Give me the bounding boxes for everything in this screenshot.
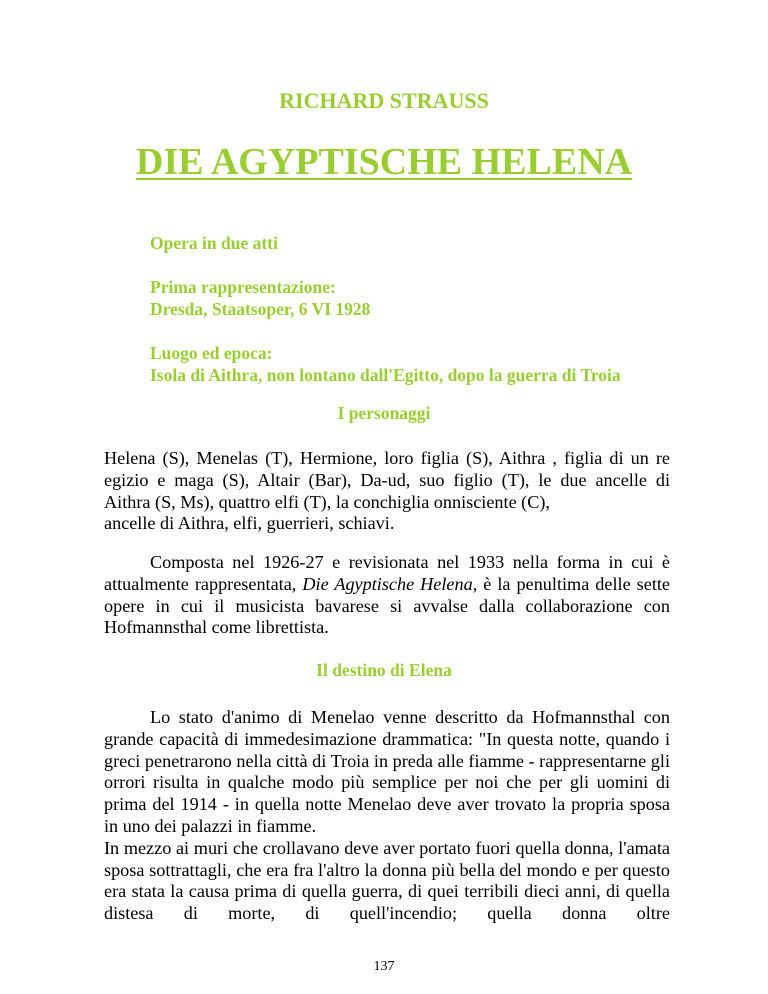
work-title-italic: Die Agyptische Helena (302, 573, 473, 594)
premiere-value: Dresda, Staatsoper, 6 VI 1928 (150, 299, 371, 319)
section-heading: Il destino di Elena (316, 660, 452, 680)
characters-line: Aithra (S, Ms), quattro elfi (T), la conchiglia onnisciente (C), (104, 491, 550, 512)
characters-list (104, 448, 670, 535)
characters-line: ancelle di Aithra, elfi, guerrieri, schiavi. (104, 513, 395, 534)
page-number: 137 (373, 959, 395, 974)
composer-name: RICHARD STRAUSS (279, 88, 489, 113)
section-paragraph-1: Lo stato d'animo di Menelao venne descritto da Hofmannsthal con grande capacità di immedesimazione drammatica: "In questa notte, quando i greci penetrarono nella città di Troia in preda alle fiamme - rappresentarne gli orrori risulta in qualche modo più semplice per noi che per gli uomini di prima del 1914 - in quella notte Menelao deve aver trovato la propria sposa in uno dei palazzi in fiamme. (104, 707, 670, 836)
section-body (104, 707, 670, 925)
setting-block (150, 342, 621, 386)
intro-text-before: Composta nel 1926-27 e revisionata nel 1933 nella forma in cui è attualmente rappresentata, (104, 552, 670, 594)
setting-label: Luogo ed epoca: (150, 343, 273, 363)
intro-paragraph (104, 552, 670, 639)
setting-value: Isola di Aithra, non lontano dall'Egitto, dopo la guerra di Troia (150, 365, 621, 385)
characters-line: Helena (S), Menelas (T), Hermione, loro figlia (S), Aithra , figlia di un re (104, 448, 670, 468)
section-paragraph-2: In mezzo ai muri che crollavano deve aver portato fuori quella donna, l'amata sposa sottrattagli, che era fra l'altro la donna più bella del mondo e per questo era stata la causa prima di quella guerra, di quei terribili dieci anni, di quella distesa di morte, di quell'incendio; quella donna oltre (104, 837, 670, 924)
characters-heading: I personaggi (337, 403, 431, 423)
characters-line: egizio e maga (S), Altair (Bar), Da-ud, suo figlio (T), le due ancelle di (104, 469, 670, 490)
premiere-label: Prima rappresentazione: (150, 277, 336, 297)
opera-title: DIE AGYPTISCHE HELENA (135, 141, 633, 183)
genre-line: Opera in due atti (150, 233, 278, 253)
intro-text-after: , è la penultima delle sette opere in cui il musicista bavarese si avvalse dalla collaborazione con Hofmannsthal come librettista. (104, 573, 671, 638)
premiere-block (150, 276, 370, 320)
